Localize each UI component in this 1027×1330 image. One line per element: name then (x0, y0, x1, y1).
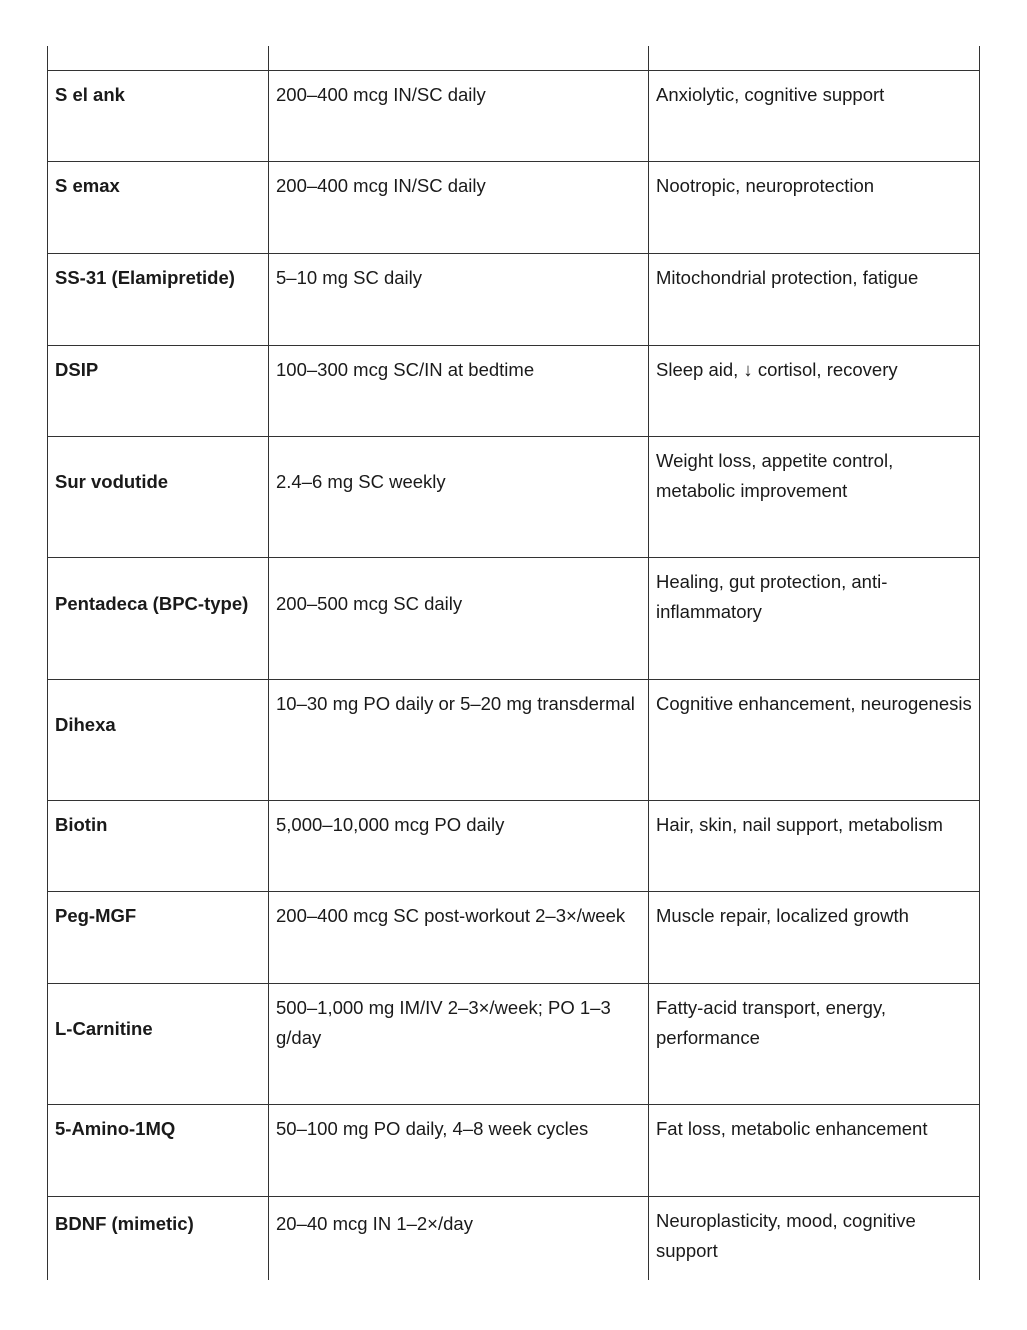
peptide-name-cell: Sur vodutide (47, 437, 268, 557)
table-row (47, 1104, 980, 1196)
peptide-name-cell: BDNF (mimetic) (47, 1197, 268, 1280)
dosage-cell: 5,000–10,000 mcg PO daily (268, 801, 648, 891)
use-cell: Neuroplasticity, mood, cognitive support (648, 1197, 980, 1280)
table-row (47, 253, 980, 345)
table-row-continued (47, 46, 980, 70)
dosage-cell: 50–100 mg PO daily, 4–8 week cycles (268, 1105, 648, 1196)
table-row (47, 891, 980, 983)
dosage-cell: 500–1,000 mg IM/IV 2–3×/week; PO 1–3 g/day (268, 984, 648, 1104)
dosage-cell: 200–500 mcg SC daily (268, 558, 648, 679)
peptide-name-cell: Peg-MGF (47, 892, 268, 983)
peptide-name-cell: S el ank (47, 71, 268, 161)
table-row (47, 161, 980, 253)
peptide-name-cell: S emax (47, 162, 268, 253)
use-cell: Fatty-acid transport, energy, performance (648, 984, 980, 1104)
use-cell: Muscle repair, localized growth (648, 892, 980, 983)
cell-empty (47, 46, 268, 70)
dosage-cell: 20–40 mcg IN 1–2×/day (268, 1197, 648, 1280)
table-row (47, 983, 980, 1104)
dosage-cell: 10–30 mg PO daily or 5–20 mg transdermal (268, 680, 648, 800)
peptide-name-cell: SS-31 (Elamipretide) (47, 254, 268, 345)
peptide-name-cell: L-Carnitine (47, 984, 268, 1104)
table-row (47, 345, 980, 436)
use-cell: Weight loss, appetite control, metabolic improvement (648, 437, 980, 557)
dosage-cell: 2.4–6 mg SC weekly (268, 437, 648, 557)
table-row (47, 557, 980, 679)
use-cell: Mitochondrial protection, fatigue (648, 254, 980, 345)
use-cell: Anxiolytic, cognitive support (648, 71, 980, 161)
peptide-name-cell: Biotin (47, 801, 268, 891)
dosage-cell: 100–300 mcg SC/IN at bedtime (268, 346, 648, 436)
cell-empty (648, 46, 980, 70)
table-row (47, 679, 980, 800)
use-cell: Healing, gut protection, anti-inflammatory (648, 558, 980, 679)
dosage-cell: 5–10 mg SC daily (268, 254, 648, 345)
table-row (47, 70, 980, 161)
use-cell: Fat loss, metabolic enhancement (648, 1105, 980, 1196)
table-row (47, 1196, 980, 1280)
table-row (47, 800, 980, 891)
peptide-name-cell: 5-Amino-1MQ (47, 1105, 268, 1196)
dosage-cell: 200–400 mcg SC post-workout 2–3×/week (268, 892, 648, 983)
use-cell: Nootropic, neuroprotection (648, 162, 980, 253)
dosage-cell: 200–400 mcg IN/SC daily (268, 71, 648, 161)
table-row (47, 436, 980, 557)
peptide-name-cell: Dihexa (47, 680, 268, 800)
dosage-cell: 200–400 mcg IN/SC daily (268, 162, 648, 253)
cell-empty (268, 46, 648, 70)
use-cell: Sleep aid, ↓ cortisol, recovery (648, 346, 980, 436)
peptide-name-cell: DSIP (47, 346, 268, 436)
peptide-name-cell: Pentadeca (BPC-type) (47, 558, 268, 679)
use-cell: Cognitive enhancement, neurogenesis (648, 680, 980, 800)
use-cell: Hair, skin, nail support, metabolism (648, 801, 980, 891)
peptide-table (47, 46, 980, 1280)
